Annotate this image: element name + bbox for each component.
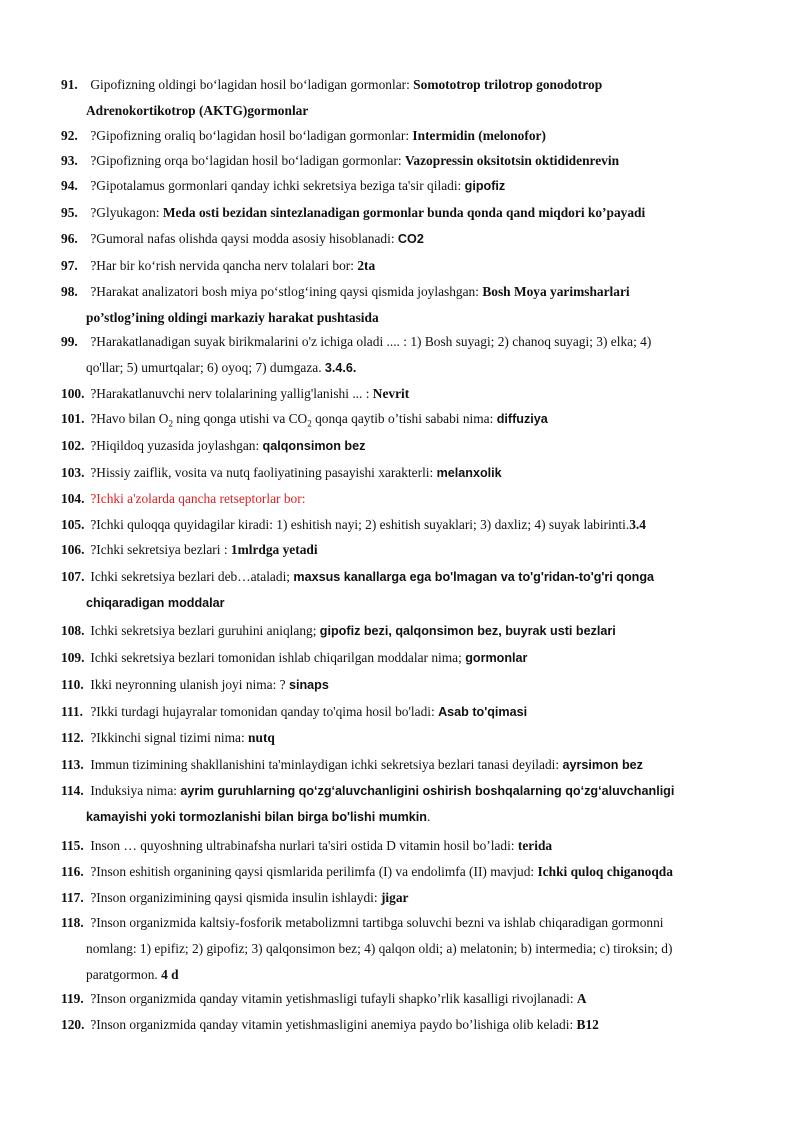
item-number: 106.: [61, 542, 85, 557]
question-text: ?Ikkinchi signal tizimi nima:: [90, 730, 249, 745]
question-text: ?Hiqildoq yuzasida joylashgan:: [90, 438, 263, 453]
list-item: [61, 910, 751, 988]
item-number: 99.: [61, 334, 78, 349]
answer-text: CO2: [397, 232, 424, 246]
list-item: [61, 986, 751, 1012]
list-item: [61, 618, 751, 644]
answer-text: terida: [517, 838, 553, 853]
item-number: 93.: [61, 153, 78, 168]
list-item: [61, 253, 751, 279]
question-text-continued: nomlang: 1) epifiz; 2) gipofiz; 3) qalqonsimon bez; 4) qalqon oldi; a) melatonin; b) intermedia; c) tiroksin; d): [86, 941, 673, 956]
question-text: ?Havo bilan O: [90, 411, 169, 426]
item-number: 120.: [61, 1017, 85, 1032]
question-text: ?Har bir ko‘rish nervida qancha nerv tolalari bor:: [90, 258, 358, 273]
question-text: Ichki sekretsiya bezlari deb…ataladi;: [90, 569, 294, 584]
item-number: 114.: [61, 783, 84, 798]
item-number: 116.: [61, 864, 84, 879]
question-text: ?Inson organizimining qaysi qismida insulin ishlaydi:: [90, 890, 381, 905]
question-text: ?Hissiy zaiflik, vosita va nutq faoliyatining pasayishi xarakterli:: [90, 465, 437, 480]
question-text: ?Harakatlanuvchi nerv tolalarining yallig'lanishi ... :: [90, 386, 373, 401]
item-number: 91.: [61, 77, 78, 92]
answer-text: 2ta: [357, 258, 376, 273]
list-item: [61, 859, 751, 885]
list-item: [61, 885, 751, 911]
question-text: ?Ikki turdagi hujayralar tomonidan qanday to'qima hosil bo'ladi:: [90, 704, 439, 719]
answer-text: 4 d: [161, 967, 179, 982]
question-text: ?Inson eshitish organining qaysi qismlarida perilimfa (I) va endolimfa (II) mavjud:: [90, 864, 538, 879]
item-number: 94.: [61, 178, 78, 193]
question-text: ?Gipofizning orqa bo‘lagidan hosil bo‘ladigan gormonlar:: [90, 153, 405, 168]
item-number: 103.: [61, 465, 85, 480]
list-item: [61, 672, 751, 698]
list-item: [61, 381, 751, 407]
question-text-continued: paratgormon.: [86, 967, 162, 982]
question-text: Ichki sekretsiya bezlari tomonidan ishlab chiqarilgan moddalar nima;: [90, 650, 466, 665]
question-text: ?Gipotalamus gormonlari qanday ichki sekretsiya beziga ta'sir qiladi:: [90, 178, 465, 193]
item-number: 96.: [61, 231, 78, 246]
item-number: 115.: [61, 838, 84, 853]
question-text: Inson … quyoshning ultrabinafsha nurlari ta'siri ostida D vitamin hosil bo’ladi:: [90, 838, 518, 853]
answer-text: 1mlrdga yetadi: [230, 542, 318, 557]
answer-text: Meda osti bezidan sintezlanadigan gormonlar bunda qonda qand miqdori ko’payadi: [162, 205, 646, 220]
item-number: 117.: [61, 890, 84, 905]
answer-text: 3.4: [629, 517, 646, 532]
answer-text: 3.4.6.: [324, 361, 357, 375]
question-text: ?Harakat analizatori bosh miya po‘stlog‘ining qaysi qismida joylashgan:: [90, 284, 483, 299]
question-text: ?Gipofizning oraliq bo‘lagidan hosil bo‘ladigan gormonlar:: [90, 128, 413, 143]
answer-text: Bosh Moya yarimsharlari: [482, 284, 630, 299]
item-number: 108.: [61, 623, 85, 638]
question-text: ?Inson organizmida qanday vitamin yetishmasligini anemiya paydo bo’lishiga olib keladi:: [90, 1017, 577, 1032]
question-text: Induksiya nima:: [90, 783, 181, 798]
question-text: ning qonga utishi va CO: [172, 411, 308, 426]
answer-text: ayrim guruhlarning qo‘zg‘aluvchanligini oshirish boshqalarning qo‘zg‘aluvchanligi: [180, 784, 675, 798]
question-text: ?Inson organizmida kaltsiy-fosforik metabolizmni tartibga soluvchi bezni va ishlab chiqaradigan gormonni: [90, 915, 664, 930]
list-item: [61, 833, 751, 859]
list-item: [61, 329, 751, 381]
item-number: 101.: [61, 411, 85, 426]
answer-text: jigar: [380, 890, 409, 905]
answer-text: ayrsimon bez: [562, 758, 643, 772]
answer-text: gipofiz: [464, 179, 506, 193]
question-text: ?Ichki sekretsiya bezlari :: [90, 542, 231, 557]
question-text: qonqa qaytib o’tishi sababi nima:: [311, 411, 497, 426]
answer-text: qalqonsimon bez: [262, 439, 366, 453]
answer-text: Somototrop trilotrop gonodotrop: [413, 77, 603, 92]
list-item: [61, 1012, 751, 1038]
question-text: Ikki neyronning ulanish joyi nima: ?: [90, 677, 289, 692]
question-text: ?Inson organizmida qanday vitamin yetishmasligi tufayli shapko’rlik kasalligi rivojlanadi:: [90, 991, 577, 1006]
item-number: 109.: [61, 650, 85, 665]
list-item: [61, 512, 751, 538]
answer-text: Asab to'qimasi: [438, 705, 528, 719]
list-item: [61, 279, 751, 331]
answer-text: Vazopressin oksitotsin oktididenrevin: [404, 153, 620, 168]
list-item: [61, 460, 751, 486]
answer-text: gipofiz bezi, qalqonsimon bez, buyrak usti bezlari: [319, 624, 616, 638]
list-item: [61, 433, 751, 459]
answer-text: Nevrit: [372, 386, 410, 401]
list-item: [61, 200, 751, 226]
list-item: [61, 486, 751, 512]
item-number: 98.: [61, 284, 78, 299]
question-text: ?Gumoral nafas olishda qaysi modda asosiy hisoblanadi:: [90, 231, 398, 246]
item-number: 113.: [61, 757, 84, 772]
answer-text: nutq: [248, 730, 275, 745]
item-number: 102.: [61, 438, 85, 453]
item-number: 118.: [61, 915, 84, 930]
question-text: Ichki sekretsiya bezlari guruhini aniqlang;: [90, 623, 320, 638]
answer-text-continued: Adrenokortikotrop (AKTG)gormonlar: [86, 103, 309, 118]
answer-text-continued: po’stlog’ining oldingi markaziy harakat pushtasida: [86, 310, 379, 325]
list-item: [61, 148, 751, 174]
item-number: 92.: [61, 128, 78, 143]
list-item: [61, 752, 751, 778]
answer-text-continued: kamayishi yoki tormozlanishi bilan birga bo'lishi mumkin: [86, 810, 428, 824]
subscript: 2: [307, 418, 312, 429]
item-number: 100.: [61, 386, 85, 401]
question-text: Gipofizning oldingi bo‘lagidan hosil bo‘ladigan gormonlar:: [90, 77, 414, 92]
question-text: Immun tizimining shakllanishini ta'minlaydigan ichki sekretsiya bezlari tanasi deyiladi:: [90, 757, 563, 772]
item-number: 112.: [61, 730, 84, 745]
list-item: [61, 226, 751, 252]
list-item: [61, 564, 751, 616]
subscript: 2: [168, 418, 173, 429]
answer-text: diffuziya: [496, 412, 548, 426]
answer-text: A: [576, 991, 587, 1006]
answer-text: melanxolik: [436, 466, 502, 480]
answer-text: B12: [576, 1017, 599, 1032]
question-text: ?Harakatlanadigan suyak birikmalarini o'z ichiga oladi .... : 1) Bosh suyagi; 2) chanoq suyagi; 3) elka; 4): [90, 334, 652, 349]
list-item: [61, 406, 751, 432]
list-item: [61, 778, 751, 830]
answer-text: Ichki quloq chiganoqda: [537, 864, 673, 879]
answer-text: gormonlar: [465, 651, 528, 665]
item-number: 111.: [61, 704, 83, 719]
item-number: 97.: [61, 258, 78, 273]
list-item: [61, 725, 751, 751]
list-item: [61, 173, 751, 199]
item-number: 105.: [61, 517, 85, 532]
list-item: [61, 645, 751, 671]
list-item: [61, 537, 751, 563]
question-text: ?Ichki quloqqa quyidagilar kiradi: 1) eshitish nayi; 2) eshitish suyaklari; 3) daxliz; 4) suyak labirinti.: [90, 517, 630, 532]
answer-text: sinaps: [288, 678, 329, 692]
item-number: 110.: [61, 677, 84, 692]
item-number: 95.: [61, 205, 78, 220]
item-number: 107.: [61, 569, 85, 584]
question-text: ?Glyukagon:: [90, 205, 163, 220]
answer-text: Intermidin (melonofor): [412, 128, 546, 143]
punctuation: .: [427, 809, 431, 824]
question-text-continued: qo'llar; 5) umurtqalar; 6) oyoq; 7) dumgaza.: [86, 360, 325, 375]
list-item: [61, 699, 751, 725]
item-number: 104.: [61, 491, 85, 506]
question-text: ?Ichki a'zolarda qancha retseptorlar bor:: [90, 491, 306, 506]
list-item: [61, 72, 751, 124]
list-item: [61, 123, 751, 149]
item-number: 119.: [61, 991, 84, 1006]
answer-text-continued: chiqaradigan moddalar: [86, 596, 225, 610]
answer-text: maxsus kanallarga ega bo'lmagan va to'g'ridan-to'g'ri qonga: [293, 570, 655, 584]
